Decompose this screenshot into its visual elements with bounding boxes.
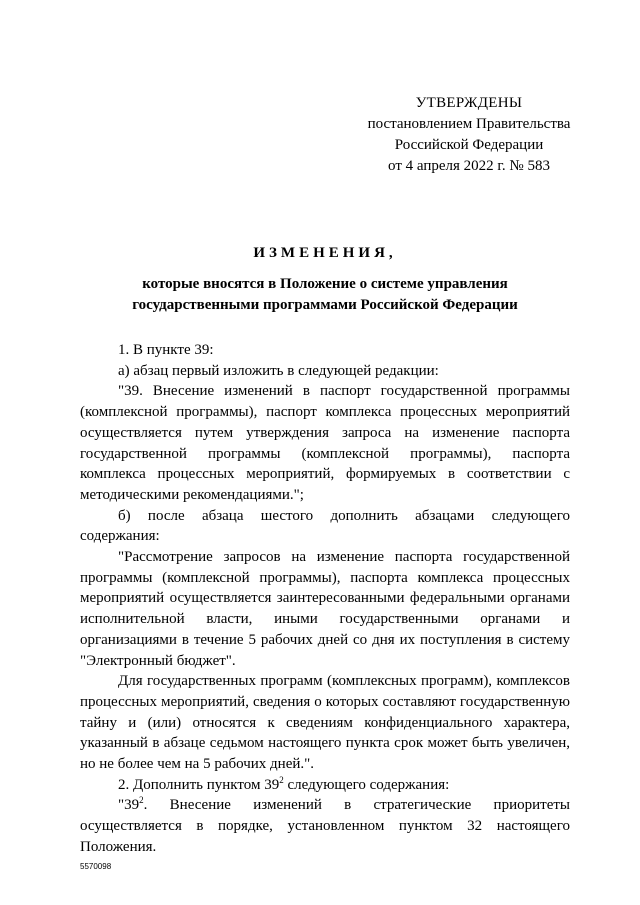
paragraph-7-superscript: 2 bbox=[279, 774, 284, 785]
approval-block bbox=[358, 93, 580, 177]
paragraph-7-text-a: 2. Дополнить пунктом 39 bbox=[118, 776, 280, 793]
paragraph-2: а) абзац первый изложить в следующей редакции: bbox=[118, 362, 439, 379]
paragraph-6: Для государственных программ (комплексных программ), комплексов процессных мероприятий, сведения о которых составляют государственную тайну и (или) относятся к сведениям конфиденциального характера, указанный в абзаце седьмом настоящего пункта срок может быть увеличен, но не более чем на 5 рабочих дней.". bbox=[80, 673, 570, 773]
document-title bbox=[60, 243, 590, 316]
title-main: ИЗМЕНЕНИЯ, bbox=[253, 245, 397, 261]
paragraph-7 bbox=[80, 775, 570, 796]
title-sub-1: которые вносятся в Положение о системе управления bbox=[142, 276, 508, 292]
approval-heading: УТВЕРЖДЕНЫ bbox=[415, 95, 523, 111]
title-sub-2: государственными программами Российской Федерации bbox=[132, 297, 518, 313]
approval-line-3: от 4 апреля 2022 г. № 583 bbox=[388, 158, 550, 174]
paragraph-8-superscript: 2 bbox=[139, 795, 144, 806]
paragraph-3: "39. Внесение изменений в паспорт государственной программы (комплексной программы), паспорт комплекса процессных мероприятий осуществляется путем утверждения запроса на изменение паспорта государственной программы (комплексной программы), паспорта комплекса процессных мероприятий, формируемых в соответствии с методическими рекомендациями."; bbox=[80, 383, 570, 503]
paragraph-8-text-b: . Внесение изменений в стратегические приоритеты осуществляется в порядке, установленном пунктом 32 настоящего Положения. bbox=[80, 797, 570, 855]
paragraph-1: 1. В пункте 39: bbox=[118, 342, 214, 358]
approval-line-1: постановлением Правительства bbox=[367, 116, 571, 132]
paragraph-4: б) после абзаца шестого дополнить абзацами следующего содержания: bbox=[80, 507, 570, 545]
footer-code: 5570098 bbox=[80, 862, 112, 871]
paragraph-8 bbox=[80, 795, 570, 857]
approval-line-2: Российской Федерации bbox=[394, 137, 544, 153]
paragraph-7-text-b: следующего содержания: bbox=[283, 776, 450, 793]
paragraph-8-text-a: "39 bbox=[118, 797, 140, 814]
document-body bbox=[80, 340, 570, 858]
paragraph-5: "Рассмотрение запросов на изменение паспорта государственной программы (комплексной программы), паспорта комплекса процессных мероприятий осуществляется заинтересованными федеральными органами исполнительной власти, иными государственными органами и организациями в течение 5 рабочих дней со дня их поступления в систему "Электронный бюджет". bbox=[80, 549, 570, 669]
